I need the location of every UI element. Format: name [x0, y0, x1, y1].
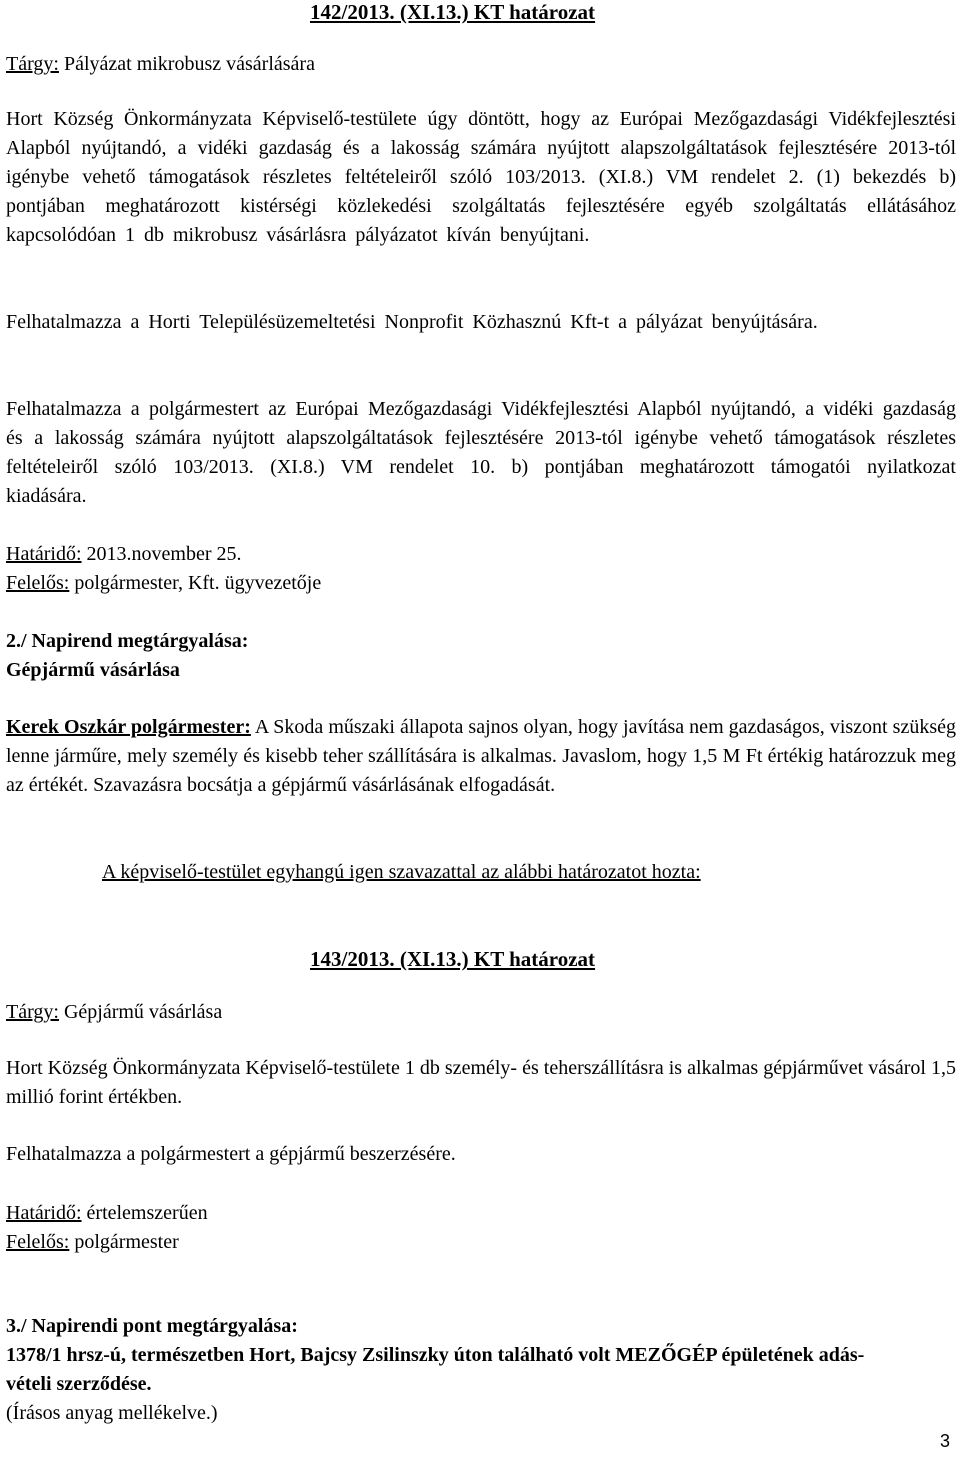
- speech-paragraph: [6, 713, 956, 800]
- deadline-line: [6, 1199, 208, 1228]
- responsible-line: [6, 569, 321, 598]
- deadline-value: 2013.november 25.: [86, 543, 242, 565]
- resolution-paragraph: Felhatalmazza a polgármestert a gépjármű beszerzésére.: [6, 1143, 456, 1165]
- subject-value: Gépjármű vásárlása: [63, 1001, 223, 1023]
- subject-line: [6, 998, 222, 1027]
- resolution-paragraph: Felhatalmazza a polgármestert az Európai Mezőgazdasági Vidékfejlesztési Alapból nyújtandó, a vidéki gazdaság és a lakosság számára nyújtott alapszolgáltatások fejlesztésére 2013-tól igénybe vehető támogatások részletes feltételeiről szóló 103/2013. (XI.8.) VM rendelet 10. b) pontjában meghatározott támogatói nyilatkozat kiadására.: [6, 398, 956, 507]
- speaker-name: Kerek Oszkár polgármester:: [6, 716, 251, 738]
- deadline-label: Határidő:: [6, 1202, 82, 1224]
- resolution-paragraph: Felhatalmazza a Horti Településüzemeltetési Nonprofit Közhasznú Kft-t a pályázat benyújtására.: [6, 311, 818, 333]
- agenda-heading: 2./ Napirend megtárgyalása:: [6, 630, 249, 652]
- responsible-value: polgármester: [74, 1231, 179, 1253]
- speech-text: A Skoda műszaki állapota sajnos olyan, hogy javítása nem gazdaságos, viszont szükség lenne járműre, mely személy és kisebb teher szállítására is alkalmas. Javaslom, hogy 1,5 M Ft értékig határozzuk meg az értékét. Szavazásra bocsátja a gépjármű vásárlásának elfogadását.: [6, 716, 956, 796]
- agenda-heading: 3./ Napirendi pont megtárgyalása:: [6, 1315, 298, 1337]
- resolution-number: 143/2013. (XI.13.) KT határozat: [310, 947, 596, 971]
- vote-result: A képviselő-testület egyhangú igen szavazattal az alábbi határozatot hozta:: [102, 861, 701, 883]
- subject-label: Tárgy:: [6, 53, 59, 75]
- deadline-value: értelemszerűen: [86, 1202, 208, 1224]
- resolution-number: 142/2013. (XI.13.) KT határozat: [310, 0, 596, 24]
- subject-line: [6, 50, 315, 79]
- subject-label: Tárgy:: [6, 1001, 59, 1023]
- page-number: 3: [940, 1431, 951, 1451]
- subject-value: Pályázat mikrobusz vásárlására: [63, 53, 315, 75]
- deadline-line: [6, 540, 242, 569]
- agenda-title: 1378/1 hrsz-ú, természetben Hort, Bajcsy Zsilinszky úton található volt MEZŐGÉP épületének adás-vételi szerződése.: [6, 1344, 865, 1395]
- agenda-note: (Írásos anyag mellékelve.): [6, 1402, 218, 1424]
- resolution-paragraph: Hort Község Önkormányzata Képviselő-testülete úgy döntött, hogy az Európai Mezőgazdasági Vidékfejlesztési Alapból nyújtandó, a vidéki gazdaság és a lakosság számára nyújtott alapszolgáltatások fejlesztésére 2013-tól igénybe vehető támogatások részletes feltételeiről szóló 103/2013. (XI.8.) VM rendelet 2. (1) bekezdés b) pontjában meghatározott kistérségi közlekedési szolgáltatás fejlesztésére egyéb szolgáltatás ellátásához kapcsolódóan 1 db mikrobusz vásárlásra pályázatot kíván benyújtani.: [6, 108, 956, 246]
- resolution-paragraph: Hort Község Önkormányzata Képviselő-testülete 1 db személy- és teherszállításra is alkalmas gépjárművet vásárol 1,5 millió forint értékben.: [6, 1057, 956, 1108]
- deadline-label: Határidő:: [6, 543, 82, 565]
- agenda-title: Gépjármű vásárlása: [6, 659, 180, 681]
- responsible-label: Felelős:: [6, 572, 70, 594]
- responsible-value: polgármester, Kft. ügyvezetője: [74, 572, 322, 594]
- responsible-label: Felelős:: [6, 1231, 70, 1253]
- responsible-line: [6, 1228, 179, 1257]
